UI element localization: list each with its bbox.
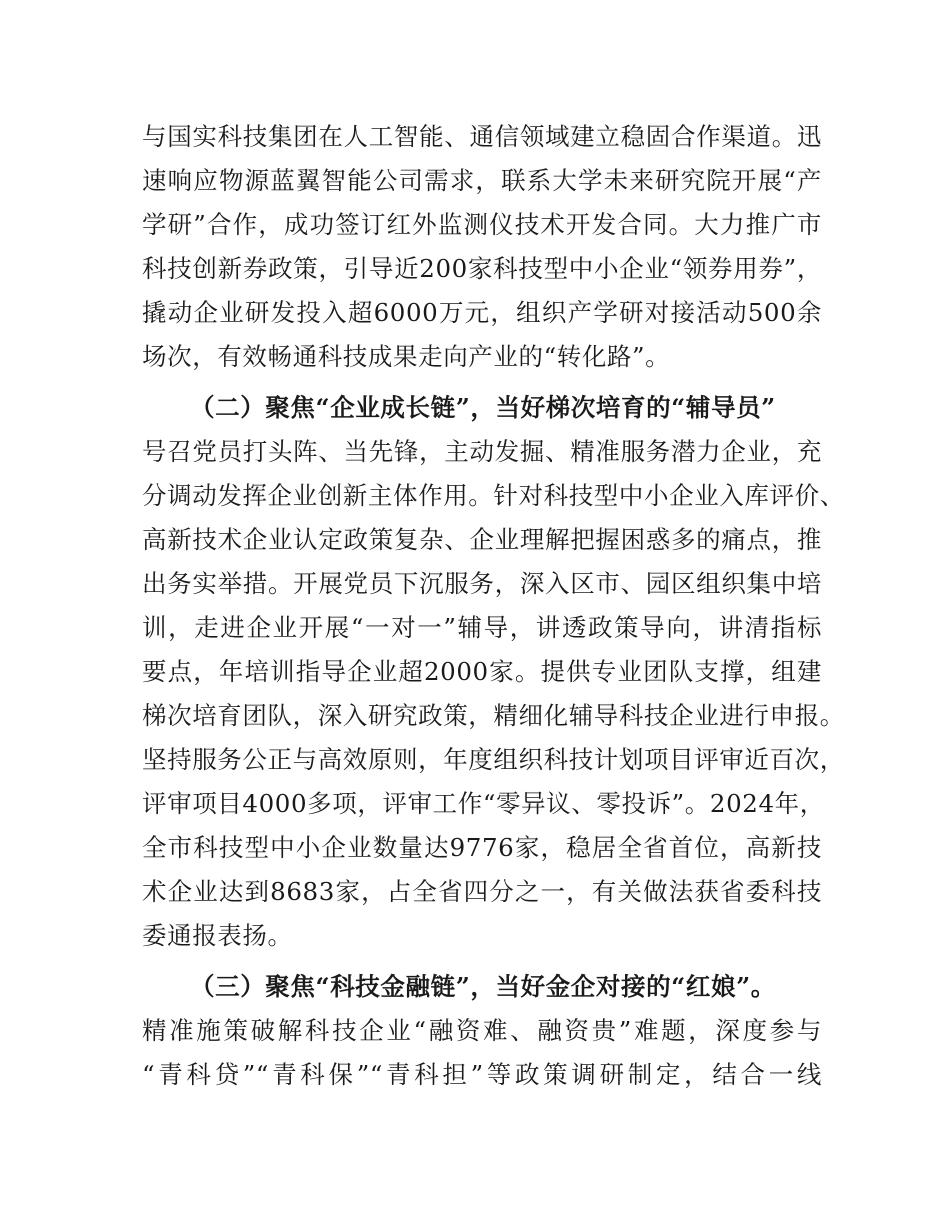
section-heading: （二）聚焦“企业成长链”，当好梯次培育的“辅导员”	[190, 393, 776, 422]
text-line: 号召党员打头阵、当先锋，主动发掘、精准服务潜力企业，充	[142, 437, 822, 466]
text-line: “青科贷”“青科保”“青科担”等政策调研制定，结合一线	[142, 1060, 822, 1089]
text-line: 高新技术企业认定政策复杂、企业理解把握困惑多的痛点，推	[142, 525, 822, 554]
text-line: 撬动企业研发投入超6000万元，组织产学研对接活动500余	[142, 298, 822, 327]
text-line: 要点，年培训指导企业超2000家。提供专业团队支撑，组建	[142, 657, 822, 686]
text-line: 出务实举措。开展党员下沉服务，深入区市、园区组织集中培	[142, 569, 822, 598]
text-line: 坚持服务公正与高效原则，年度组织科技计划项目评审近百次，	[142, 745, 845, 774]
text-line: 评审项目4000多项，评审工作“零异议、零投诉”。2024年，	[142, 789, 825, 818]
text-line: 场次，有效畅通科技成果走向产业的“转化路”。	[142, 342, 671, 371]
text-line: 与国实科技集团在人工智能、通信领域建立稳固合作渠道。迅	[142, 122, 822, 151]
text-line: 分调动发挥企业创新主体作用。针对科技型中小企业入库评价、	[142, 481, 845, 510]
text-line: 科技创新券政策，引导近200家科技型中小企业“领券用券”，	[142, 254, 822, 283]
text-line: 术企业达到8683家，占全省四分之一，有关做法获省委科技	[142, 877, 822, 906]
text-line: 梯次培育团队，深入研究政策，精细化辅导科技企业进行申报。	[142, 701, 845, 730]
text-line: 精准施策破解科技企业“融资难、融资贵”难题，深度参与	[142, 1016, 822, 1045]
text-line: 学研”合作，成功签订红外监测仪技术开发合同。大力推广市	[142, 210, 822, 239]
text-line: 全市科技型中小企业数量达9776家，稳居全省首位，高新技	[142, 833, 822, 862]
text-line: 速响应物源蓝翼智能公司需求，联系大学未来研究院开展“产	[142, 166, 822, 195]
section-heading: （三）聚焦“科技金融链”，当好金企对接的“红娘”。	[190, 972, 776, 1001]
text-line: 委通报表扬。	[142, 921, 293, 950]
text-line: 训，走进企业开展“一对一”辅导，讲透政策导向，讲清指标	[142, 613, 822, 642]
